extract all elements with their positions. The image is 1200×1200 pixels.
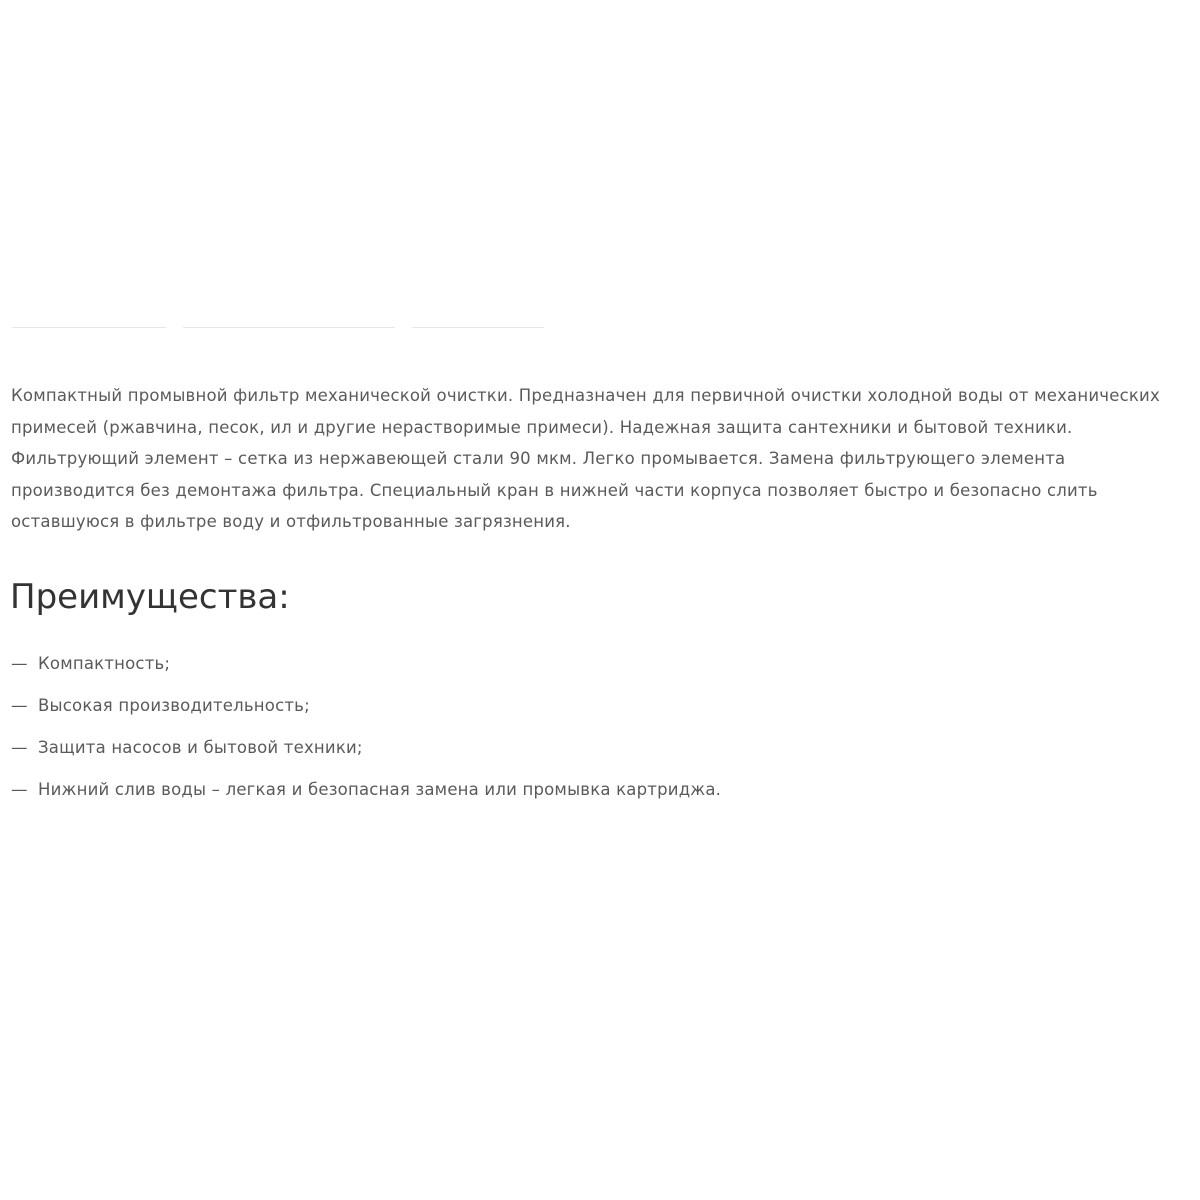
dash-icon: — <box>11 654 28 673</box>
dash-icon: — <box>11 780 28 799</box>
list-item-text: Защита насосов и бытовой техники; <box>38 738 363 757</box>
tab-underlines <box>0 327 1200 329</box>
tab-underline-1[interactable] <box>12 327 166 328</box>
list-item <box>11 732 721 774</box>
product-description: Компактный промывной фильтр механической очистки. Предназначен для первичной очистки холодной воды от механических примесей (ржавчина, песок, ил и другие нерастворимые примеси). Надежная защита сантехники и бытовой техники. Фильтрующий элемент – сетка из нержавеющей стали 90 мкм. Легко промывается. Замена фильтрующего элемента производится без демонтажа фильтра. Специальный кран в нижней части корпуса позволяет быстро и безопасно слить оставшуюся в фильтре воду и отфильтрованные загрязнения. <box>11 386 1160 531</box>
list-item-text: Нижний слив воды – легкая и безопасная замена или промывка картриджа. <box>38 780 722 799</box>
advantages-heading: Преимущества: <box>10 577 290 617</box>
list-item <box>11 690 721 732</box>
tab-underline-3[interactable] <box>412 327 544 328</box>
advantages-list <box>11 648 721 816</box>
list-item-text: Компактность; <box>38 654 171 673</box>
list-item <box>11 648 721 690</box>
list-item-text: Высокая производительность; <box>38 696 310 715</box>
dash-icon: — <box>11 696 28 715</box>
list-item <box>11 774 721 816</box>
dash-icon: — <box>11 738 28 757</box>
tab-underline-2[interactable] <box>183 327 395 328</box>
